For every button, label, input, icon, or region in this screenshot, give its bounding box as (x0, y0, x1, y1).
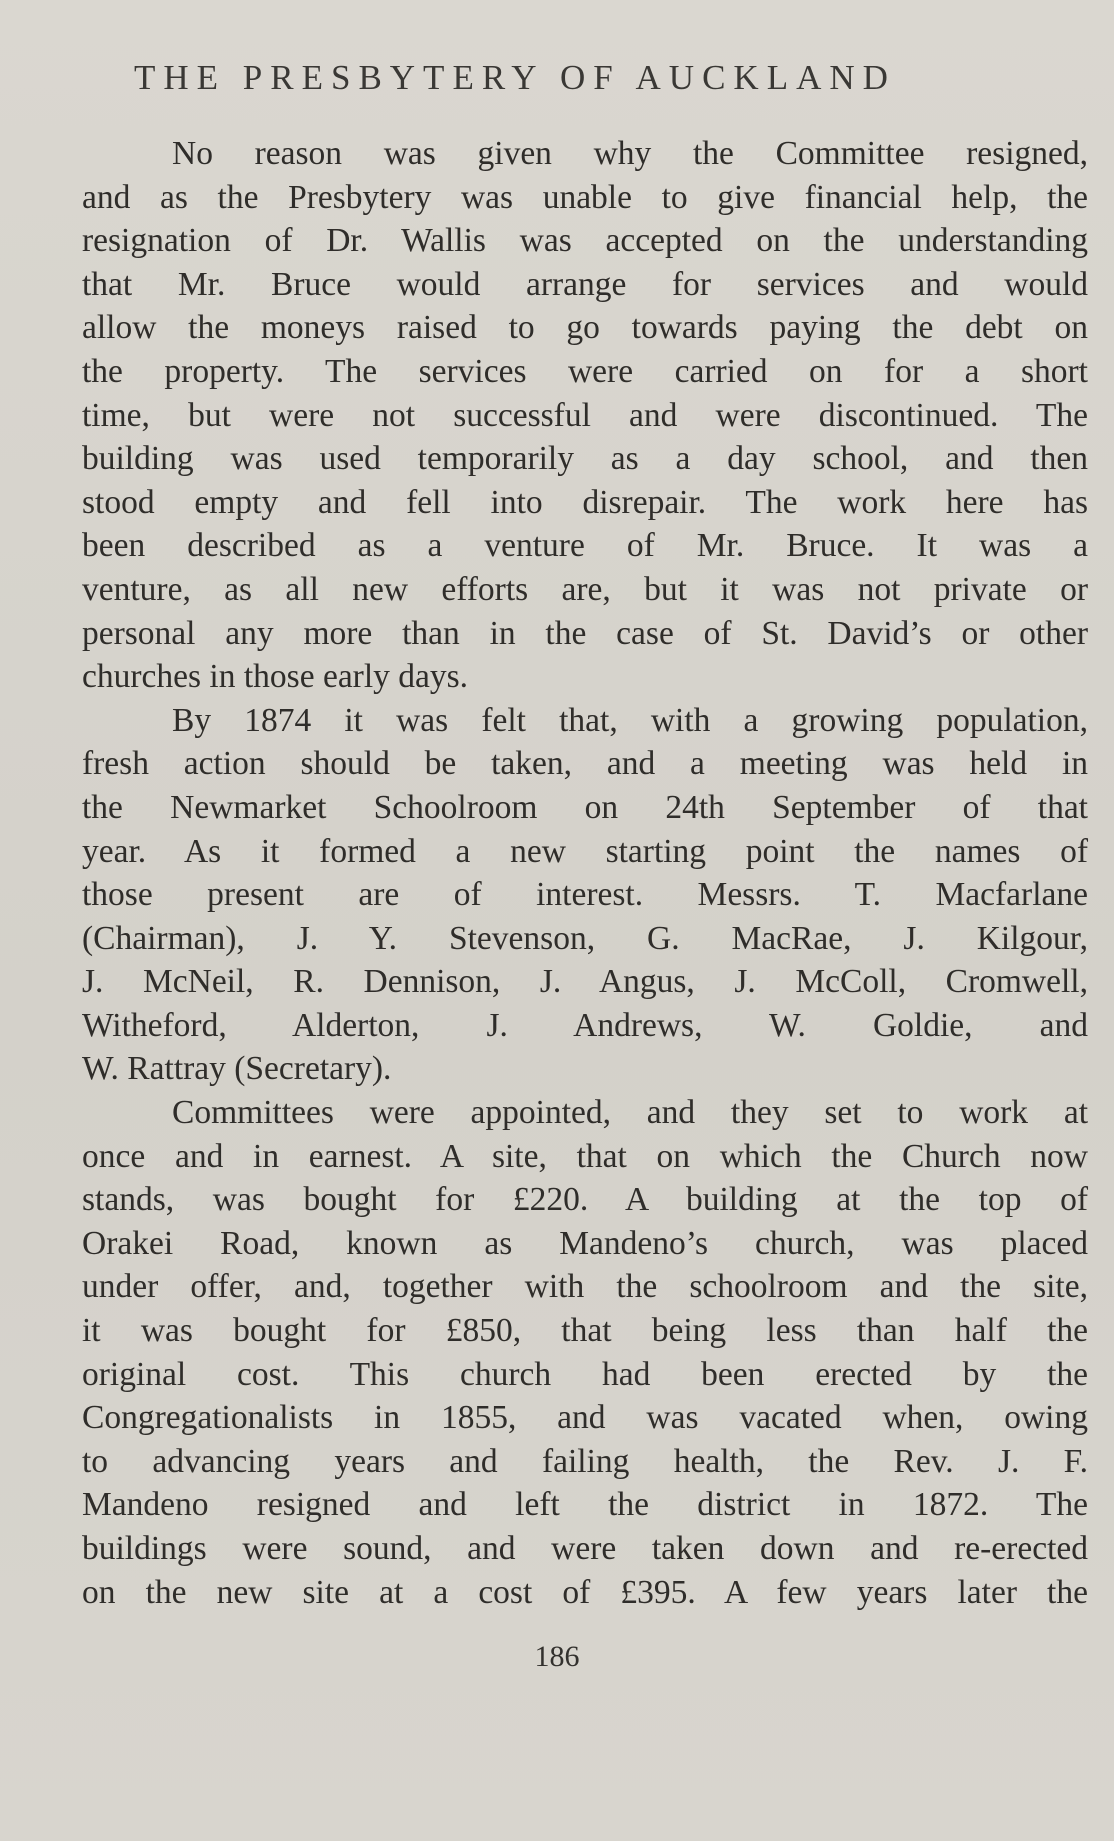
text-line: allow the moneys raised to go towards paying the debt on (82, 309, 1088, 347)
text-line: to advancing years and failing health, the Rev. J. F. (82, 1442, 1088, 1480)
text-line: it was bought for £850, that being less than half the (82, 1312, 1088, 1350)
text-line: J. McNeil, R. Dennison, J. Angus, J. McColl, Cromwell, (82, 963, 1088, 1001)
text-line: that Mr. Bruce would arrange for services and would (82, 265, 1088, 303)
text-line: on the new site at a cost of £395. A few years later the (82, 1573, 1088, 1611)
body-text (82, 132, 1088, 1614)
text-line: resignation of Dr. Wallis was accepted on the understanding (82, 222, 1088, 260)
text-line: By 1874 it was felt that, with a growing population, (172, 701, 1088, 739)
text-line: venture, as all new efforts are, but it was not private or (82, 570, 1088, 608)
text-line: churches in those early days. (82, 658, 469, 696)
text-line: and as the Presbytery was unable to give financial help, the (82, 178, 1088, 216)
text-line: once and in earnest. A site, that on which the Church now (82, 1137, 1088, 1175)
text-line: buildings were sound, and were taken down and re-erected (82, 1530, 1088, 1567)
text-line: Orakei Road, known as Mandeno’s church, was placed (82, 1224, 1088, 1262)
text-line: time, but were not successful and were discontinued. The (82, 396, 1088, 434)
text-line: W. Rattray (Secretary). (82, 1050, 392, 1088)
page-number: 186 (534, 1640, 580, 1673)
text-line: building was used temporarily as a day school, and then (82, 440, 1088, 478)
text-line: Committees were appointed, and they set to work at (172, 1094, 1088, 1132)
text-line: (Chairman), J. Y. Stevenson, G. MacRae, J. Kilgour, (82, 919, 1088, 957)
text-line: the Newmarket Schoolroom on 24th September of that (82, 788, 1088, 826)
paragraph-2 (82, 699, 1088, 1091)
text-line: the property. The services were carried on for a short (82, 352, 1088, 390)
paragraph-1 (82, 132, 1088, 699)
text-line: been described as a venture of Mr. Bruce. It was a (82, 527, 1088, 565)
text-line: stood empty and fell into disrepair. The work here has (82, 483, 1088, 521)
paragraph-3 (82, 1091, 1088, 1614)
text-line: original cost. This church had been erected by the (82, 1355, 1088, 1393)
text-line: under offer, and, together with the schoolroom and the site, (82, 1268, 1088, 1306)
text-line: fresh action should be taken, and a meeting was held in (82, 745, 1088, 783)
text-line: stands, was bought for £220. A building at the top of (82, 1181, 1088, 1219)
text-line: those present are of interest. Messrs. T. Macfarlane (82, 876, 1088, 914)
text-line: Mandeno resigned and left the district in 1872. The (82, 1486, 1088, 1524)
running-head: THE PRESBYTERY OF AUCKLAND (134, 58, 896, 97)
text-line: No reason was given why the Committee resigned, (172, 135, 1088, 172)
text-line: personal any more than in the case of St. David’s or other (82, 614, 1088, 652)
text-line: Witheford, Alderton, J. Andrews, W. Goldie, and (82, 1006, 1088, 1044)
text-line: Congregationalists in 1855, and was vacated when, owing (82, 1399, 1088, 1437)
text-line: year. As it formed a new starting point the names of (82, 832, 1088, 870)
